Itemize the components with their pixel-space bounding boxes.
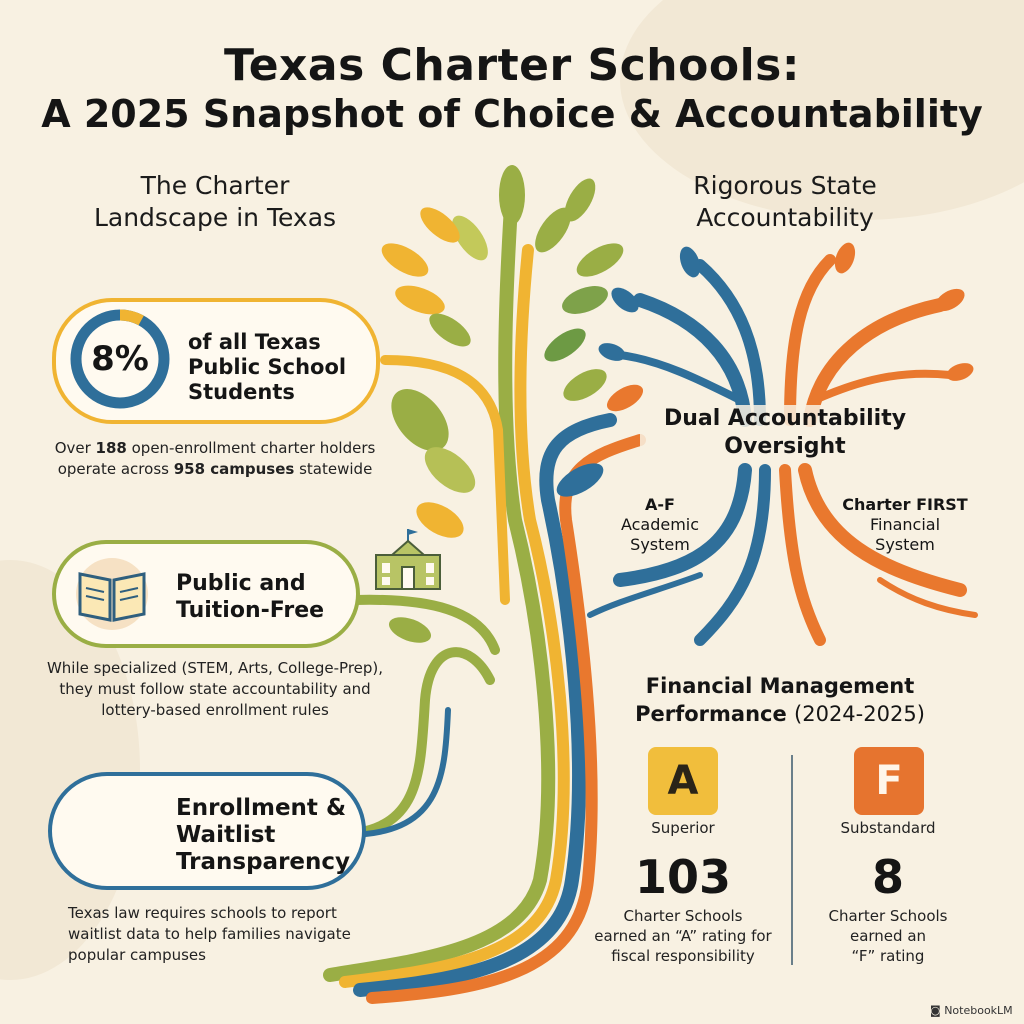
open-book-icon bbox=[70, 556, 154, 632]
student-share-label: of all Texas Public School Students bbox=[188, 330, 347, 404]
grade-f-label: Substandard bbox=[840, 819, 936, 837]
waitlist-note: Texas law requires schools to report waitlist data to help families navigate popular campuses bbox=[68, 904, 351, 964]
academic-system-label: A-F Academic System bbox=[620, 495, 700, 554]
waitlist-label: Enrollment & Waitlist Transparency bbox=[176, 795, 351, 875]
grade-f-note: Charter Schools earned an “F” rating bbox=[828, 907, 948, 965]
grade-a-badge: A bbox=[648, 747, 718, 815]
grade-a-label: Superior bbox=[651, 819, 715, 837]
dual-oversight-label: Dual Accountability Oversight bbox=[640, 405, 930, 461]
brand-watermark: ◙ NotebookLM bbox=[930, 1004, 1013, 1017]
financial-system-label: Charter FIRST Financial System bbox=[842, 495, 968, 554]
brand-icon: ◙ bbox=[930, 1004, 941, 1017]
landscape-heading: The Charter Landscape in Texas bbox=[93, 171, 337, 232]
school-building-icon bbox=[370, 525, 446, 595]
page-subtitle: A 2025 Snapshot of Choice & Accountability bbox=[41, 92, 983, 136]
grade-f-badge: F bbox=[854, 747, 924, 815]
holders-note: Over 188 open-enrollment charter holders operate across 958 campuses statewide bbox=[54, 439, 376, 478]
percent-value: 8% bbox=[91, 339, 149, 379]
tuition-note: While specialized (STEM, Arts, College-Prep), they must follow state accountability and lottery-based enrollment rules bbox=[46, 659, 384, 719]
accountability-heading: Rigorous State Accountability bbox=[693, 171, 877, 232]
finance-heading: Financial Management Performance (2024-2025) bbox=[635, 674, 925, 726]
page-title: Texas Charter Schools: bbox=[224, 40, 800, 91]
grade-f-count: 8 bbox=[871, 850, 904, 904]
grade-a-note: Charter Schools earned an “A” rating for fiscal responsibility bbox=[594, 907, 772, 965]
tuition-free-label: Public and Tuition-Free bbox=[176, 571, 325, 623]
grade-a-count: 103 bbox=[634, 850, 732, 904]
